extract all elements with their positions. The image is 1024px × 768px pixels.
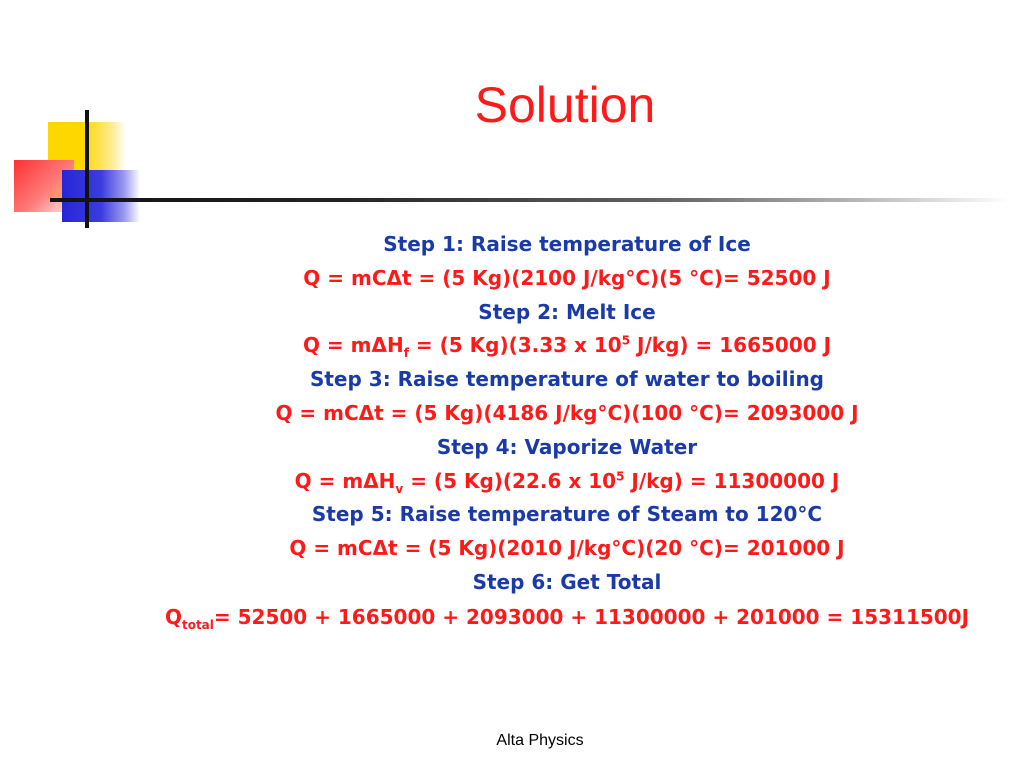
slide-title: Solution bbox=[474, 77, 656, 133]
step-5-formula: Q = mCΔt = (5 Kg)(2010 J/kg°C)(20 °C)= 201000 J bbox=[289, 536, 845, 561]
step-5-label: Step 5: Raise temperature of Steam to 120°C bbox=[311, 502, 823, 527]
solution-body bbox=[150, 228, 984, 632]
decor-blue-square bbox=[62, 170, 140, 222]
step-2-formula: Q = mΔH$_f$ = (5 Kg)(3.33 x $10^5$ J/kg) = 1665000 J bbox=[302, 333, 832, 361]
step-6-label: Step 6: Get Total bbox=[472, 569, 662, 594]
step-3-label: Step 3: Raise temperature of water to boiling bbox=[309, 367, 825, 392]
step-1-label: Step 1: Raise temperature of Ice bbox=[383, 232, 751, 256]
step-6-formula: $Q_{total}= 52500 + 1665000 + 2093000 + 11300000 + 201000 = 15311500J$ bbox=[164, 604, 970, 632]
footer-text: Alta Physics bbox=[496, 732, 584, 749]
step-2-label: Step 2: Melt Ice bbox=[478, 299, 656, 324]
step-1-formula: Q = mCΔt = (5 Kg)(2100 J/kg°C)(5 °C)= 52500 J bbox=[303, 265, 831, 290]
decor-vertical-line bbox=[85, 110, 89, 228]
step-4-label: Step 4: Vaporize Water bbox=[436, 434, 698, 459]
title-divider-line bbox=[50, 198, 1010, 202]
step-3-formula: Q = mCΔt = (5 Kg)(4186 J/kg°C)(100 °C)= 2093000 J bbox=[275, 400, 859, 425]
step-4-formula: Q = mΔH$_v$ = (5 Kg)(22.6 x $10^5$ J/kg) = 11300000 J bbox=[294, 468, 840, 496]
